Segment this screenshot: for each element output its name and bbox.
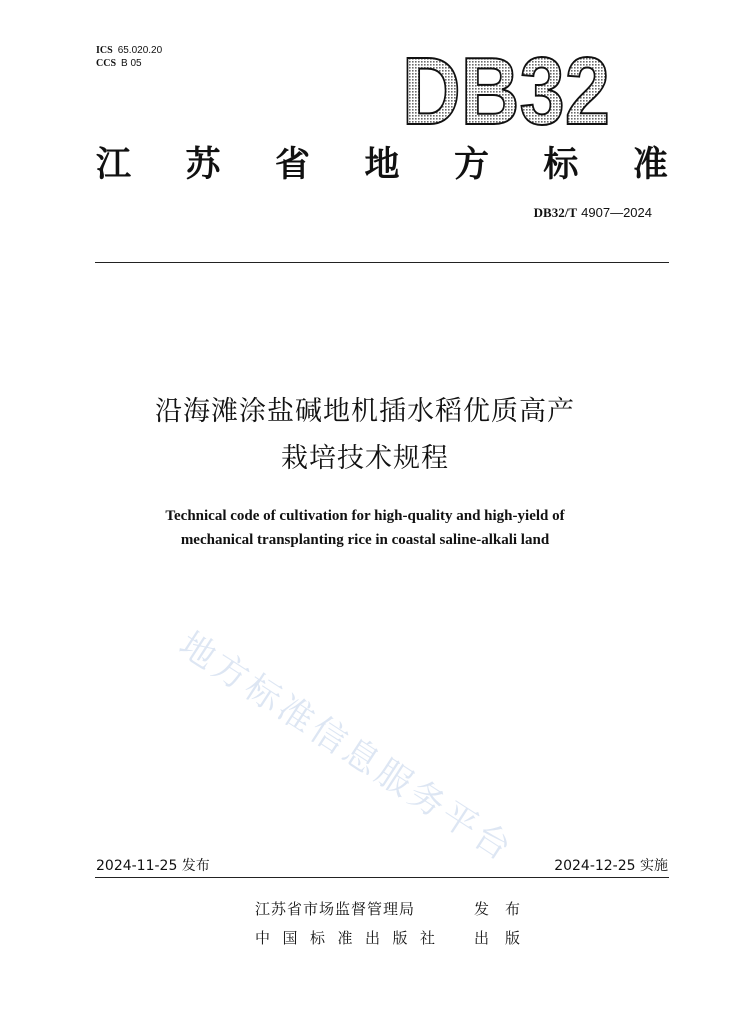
standard-type-char: 准 [632, 145, 668, 185]
issue-date: 2024-11-25 发布 [96, 858, 210, 874]
publisher-name-2: 中国标准出版社 [255, 929, 448, 947]
classification-codes [96, 44, 162, 70]
standard-type-char: 省 [274, 145, 310, 185]
standard-type-title [96, 143, 668, 187]
publisher-action-1: 发布 [474, 900, 537, 918]
ics-value: 65.020.20 [117, 45, 163, 56]
standard-type-char: 标 [543, 145, 579, 185]
english-title-line-1: Technical code of cultivation for high-quality and high-yield of [165, 508, 565, 524]
standard-number [534, 205, 652, 221]
implementation-date: 2024-12-25 实施 [554, 858, 668, 874]
chinese-title-line-2: 栽培技术规程 [281, 443, 449, 474]
ics-label: ICS [96, 45, 113, 56]
chinese-title-line-1: 沿海滩涂盐碱地机插水稻优质高产 [155, 396, 575, 427]
bottom-divider [95, 877, 669, 878]
standard-number-value: 4907—2024 [581, 205, 652, 220]
standard-type-char: 江 [96, 145, 132, 185]
ccs-label: CCS [96, 58, 117, 69]
chinese-title [0, 388, 730, 482]
standard-type-char: 地 [364, 145, 400, 185]
standard-type-char: 方 [453, 145, 489, 185]
ics-code [96, 44, 162, 57]
standard-type-char: 苏 [185, 145, 221, 185]
logo-text: DB32 [402, 38, 610, 145]
standard-number-prefix: DB32/T [533, 205, 578, 220]
watermark: 地方标准信息服务平台 [171, 624, 521, 871]
english-title-line-2: mechanical transplanting rice in coastal saline-alkali land [180, 532, 550, 548]
top-divider [95, 262, 669, 263]
db32-logo [400, 38, 615, 145]
ccs-value: B 05 [121, 58, 142, 69]
publisher-action-2: 出版 [474, 929, 537, 947]
ccs-code [96, 57, 162, 70]
publisher-name-1: 江苏省市场监督管理局 [255, 900, 416, 918]
english-title [0, 504, 730, 552]
